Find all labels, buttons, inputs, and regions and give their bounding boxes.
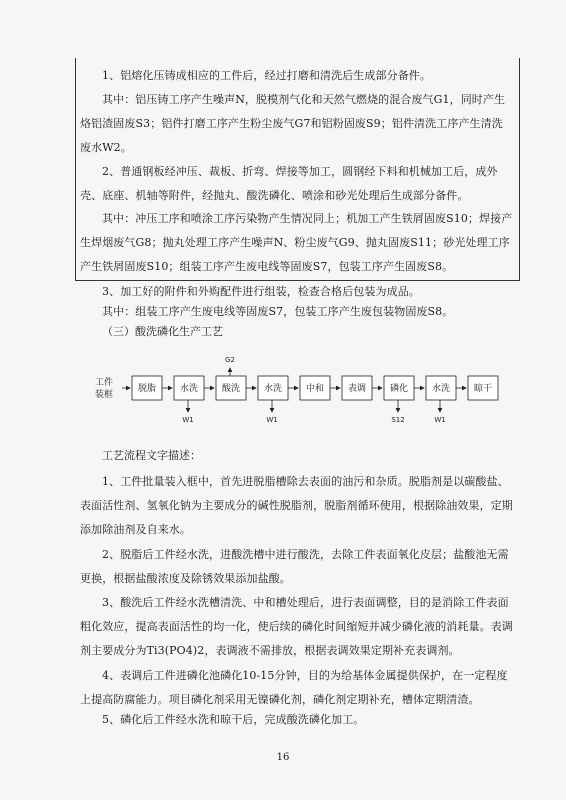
page-number: 16: [276, 752, 290, 763]
flow-emission-w1-c: W1: [434, 416, 446, 424]
flow-step-surface-condition: 表调: [347, 384, 367, 394]
paragraph-1: 1、铝熔化压铸成相应的工件后，经过打磨和清洗后生成部分备件。: [102, 69, 431, 82]
description-paragraph-3: 3、酸洗后工件经水洗槽清洗、中和槽处理后，进行表面调整，目的是消除工件表面粗化效应，提高表面活性的均一化，使后续的磷化时间缩短并减少磷化液的消耗量。表调剂主要成分为Ti3(PO4)2，表调液不需排放，根据表调效果定期补充表调剂。: [80, 596, 513, 658]
flow-step-dry: 晾干: [473, 384, 493, 394]
flow-start-label-2: 装框: [94, 390, 114, 400]
description-paragraph-5: 5、磷化后工件经水洗和晾干后，完成酸洗磷化加工。: [102, 713, 365, 726]
section-heading: （三）酸洗磷化生产工艺: [102, 325, 223, 338]
paragraph-4: 其中：冲压工序和喷涂工序污染物产生情况同上；机加工产生铁屑固废S10；焊接产生焊烟废气G8；抛丸处理工序产生噪声N、粉尘废气G9、抛丸固废S11；砂光处理工序产生铁屑固废S10；组装工序产生废电线等固废S7，包装工序产生固废S8。: [80, 212, 513, 274]
flow-emission-g2: G2: [225, 356, 235, 364]
description-heading: 工艺流程文字描述：: [102, 449, 201, 462]
flow-emission-w1-b: W1: [266, 416, 278, 424]
description-paragraph-1: 1、工件批量装入框中，首先进脱脂槽除去表面的油污和杂质。脱脂剂是以碳酸盐、表面活性剂、氢氧化钠为主要成分的碱性脱脂剂，脱脂剂循环使用，根据除油效果，定期添加除油剂及自来水。: [80, 475, 513, 537]
flow-step-pickling: 酸洗: [221, 384, 241, 394]
flow-emission-s12: S12: [391, 416, 405, 424]
paragraph-6: 其中：组装工序产生废电线等固废S7，包装工序产生废包装物固废S8。: [102, 305, 454, 318]
process-flow-diagram: [88, 352, 508, 440]
flow-step-neutralize: 中和: [305, 384, 325, 394]
flow-step-degrease: 脱脂: [137, 384, 157, 394]
flow-step-rinse-3: 水洗: [431, 384, 451, 394]
flow-emission-w1-a: W1: [182, 416, 194, 424]
flow-step-phosphating: 磷化: [389, 384, 409, 394]
paragraph-3: 2、普通钢板经冲压、裁板、折弯、焊接等加工，圆钢经下料和机械加工后，成外壳、底座、机轴等附件，经抛丸、酸洗磷化、喷涂和砂光处理后生成部分备件。: [80, 165, 498, 203]
flow-start-label-1: 工件: [94, 378, 114, 388]
paragraph-2: 其中：铝压铸工序产生噪声N，脱模剂气化和天然气燃烧的混合废气G1，同时产生烙铝渣固废S3；铝件打磨工序产生粉尘废气G7和铝粉固废S9；铝件清洗工序产生清洗废水W2。: [80, 93, 506, 155]
flow-step-rinse-2: 水洗: [263, 384, 283, 394]
description-paragraph-4: 4、表调后工件进磷化池磷化10-15分钟，目的为给基体金属提供保护，在一定程度上提高防腐能力。项目磷化剂采用无镍磷化剂，磷化剂定期补充，槽体定期清渣。: [80, 669, 508, 707]
flow-step-rinse-1: 水洗: [179, 384, 199, 394]
paragraph-5: 3、加工好的附件和外购配件进行组装，检查合格后包装为成品。: [102, 285, 420, 298]
description-paragraph-2: 2、脱脂后工件经水洗，进酸洗槽中进行酸洗，去除工件表面氧化皮层；盐酸池无需更换，根据盐酸浓度及除锈效果添加盐酸。: [80, 548, 509, 586]
